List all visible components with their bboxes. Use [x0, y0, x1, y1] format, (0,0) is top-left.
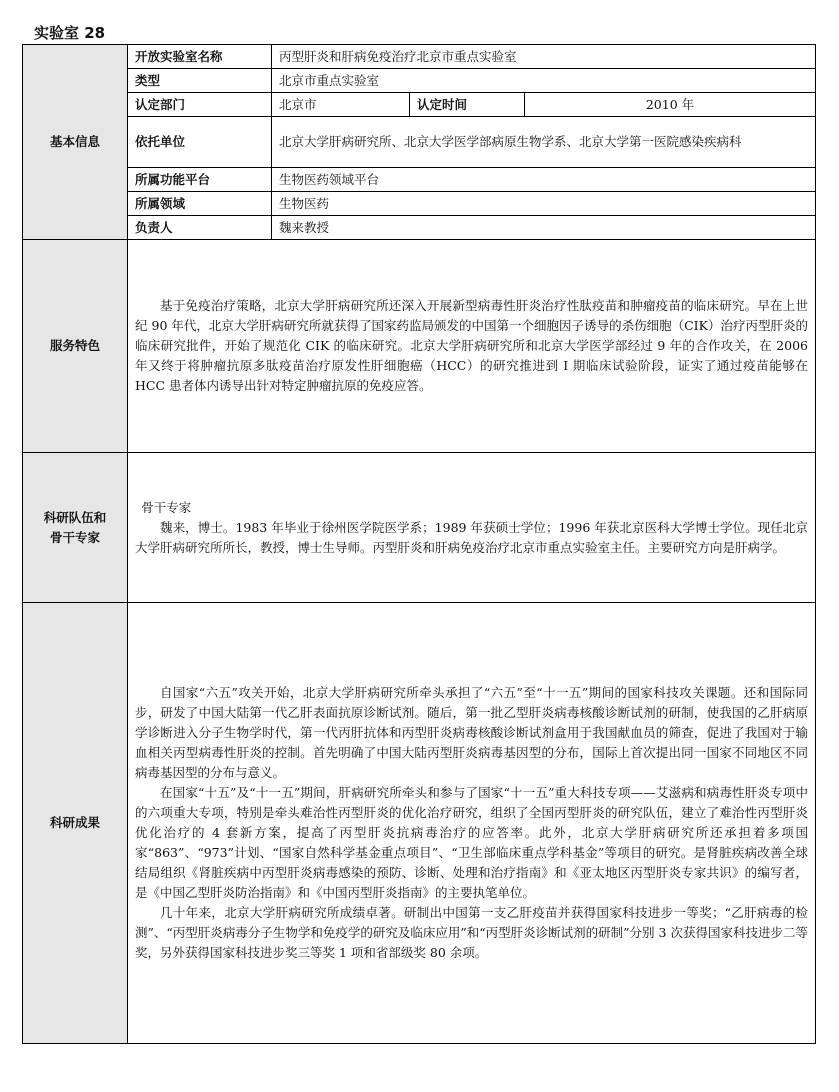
table-row — [23, 45, 816, 69]
results-content — [128, 603, 816, 1044]
head-value: 魏来教授 — [272, 216, 816, 240]
section-team-line2: 骨干专家 — [49, 529, 100, 545]
platform-label: 所属功能平台 — [128, 168, 272, 192]
table-row — [23, 93, 816, 117]
section-team-line1: 科研队伍和 — [43, 509, 107, 525]
team-content — [128, 453, 816, 603]
table-row — [23, 192, 816, 216]
table-row — [23, 216, 816, 240]
table-row — [23, 69, 816, 93]
section-service: 服务特色 — [23, 240, 128, 453]
type-label: 类型 — [128, 69, 272, 93]
table-row — [23, 168, 816, 192]
table-row — [23, 453, 816, 603]
table-row — [23, 117, 816, 168]
platform-value: 生物医药领域平台 — [272, 168, 816, 192]
page-title: 实验室 28 — [34, 24, 106, 42]
team-heading: 骨干专家 — [141, 499, 192, 515]
section-basic-info: 基本信息 — [23, 45, 128, 240]
results-paragraph-1: 自国家“六五”攻关开始，北京大学肝病研究所牵头承担了“六五”至“十一五”期间的国家科技攻关课题。还和国际同步，研发了中国大陆第一代乙肝表面抗原诊断试剂。随后，第一批乙型肝炎病毒核酸诊断试剂的研制，使我国的乙肝病原学诊断进入分子生物学时代，第一代丙肝抗体和丙型肝炎病毒核酸诊断试剂盒用于我国献血员的筛查，促进了我国对于输血相关丙型病毒性肝炎的控制。首先明确了中国大陆丙型肝炎病毒基因型的分布，国际上首次提出同一国家不同地区不同病毒基因型的分布与意义。 — [135, 685, 808, 780]
results-paragraph-3: 几十年来，北京大学肝病研究所成绩卓著。研制出中国第一支乙肝疫苗并获得国家科技进步一等奖；“乙肝病毒的检测”、“丙型肝炎病毒分子生物学和免疫学的研究及临床应用”和“丙型肝炎诊断试剂的研制”分别 3 次获得国家科技进步二等奖，另外获得国家科技进步奖三等奖 1 项和省部级奖 80 余项。 — [135, 905, 808, 960]
lab-name-label: 开放实验室名称 — [128, 45, 272, 69]
host-value: 北京大学肝病研究所、北京大学医学部病原生物学系、北京大学第一医院感染疾病科 — [272, 117, 816, 168]
dept-value: 北京市 — [272, 93, 410, 117]
section-results: 科研成果 — [23, 603, 128, 1044]
team-paragraph: 魏来，博士。1983 年毕业于徐州医学院医学系；1989 年获硕士学位；1996 年获北京医科大学博士学位。现任北京大学肝病研究所所长，教授，博士生导师。丙型肝炎和肝病免疫治疗北京市重点实验室主任。主要研究方向是肝病学。 — [135, 519, 808, 555]
field-value: 生物医药 — [272, 192, 816, 216]
field-label: 所属领域 — [128, 192, 272, 216]
table-row — [23, 240, 816, 453]
table-row — [23, 603, 816, 1044]
lab-info-table — [22, 44, 816, 1044]
host-label: 依托单位 — [128, 117, 272, 168]
service-content — [128, 240, 816, 453]
time-label: 认定时间 — [410, 93, 525, 117]
lab-name-value: 丙型肝炎和肝病免疫治疗北京市重点实验室 — [272, 45, 816, 69]
time-value: 2010 年 — [525, 93, 816, 117]
service-paragraph: 基于免疫治疗策略，北京大学肝病研究所还深入开展新型病毒性肝炎治疗性肽疫苗和肿瘤疫苗的临床研究。早在上世纪 90 年代，北京大学肝病研究所就获得了国家药监局颁发的中国第一个细胞因子诱导的杀伤细胞（CIK）治疗丙型肝炎的临床研究批件，开始了规范化 CIK 的临床研究。北京大学肝病研究所和北京大学医学部经过 9 年的合作攻关，在 2006 年又终于将肿瘤抗原多肽疫苗治疗原发性肝细胞癌（HCC）的研究推进到 I 期临床试验阶段，证实了通过疫苗能够在 HCC 患者体内诱导出针对特定肿瘤抗原的免疫应答。 — [135, 298, 808, 393]
results-paragraph-2: 在国家“十五”及“十一五”期间，肝病研究所牵头和参与了国家“十一五”重大科技专项——艾滋病和病毒性肝炎专项中的六项重大专项，特别是牵头难治性丙型肝炎的优化治疗研究，组织了全国丙型肝炎的研究队伍，建立了难治性丙型肝炎优化治疗的 4 套新方案，提高了丙型肝炎抗病毒治疗的应答率。此外，北京大学肝病研究所还承担着多项国家“863”、“973”计划、“国家自然科学基金重点项目”、“卫生部临床重点学科基金”等项目的研究。是肾脏疾病改善全球结局组织《肾脏疾病中丙型肝炎病毒感染的预防、诊断、处理和治疗指南》和《亚太地区丙型肝炎专家共识》的编写者，是《中国乙型肝炎防治指南》和《中国丙型肝炎指南》的主要执笔单位。 — [135, 785, 808, 900]
section-team — [23, 453, 128, 603]
dept-label: 认定部门 — [128, 93, 272, 117]
type-value: 北京市重点实验室 — [272, 69, 816, 93]
head-label: 负责人 — [128, 216, 272, 240]
